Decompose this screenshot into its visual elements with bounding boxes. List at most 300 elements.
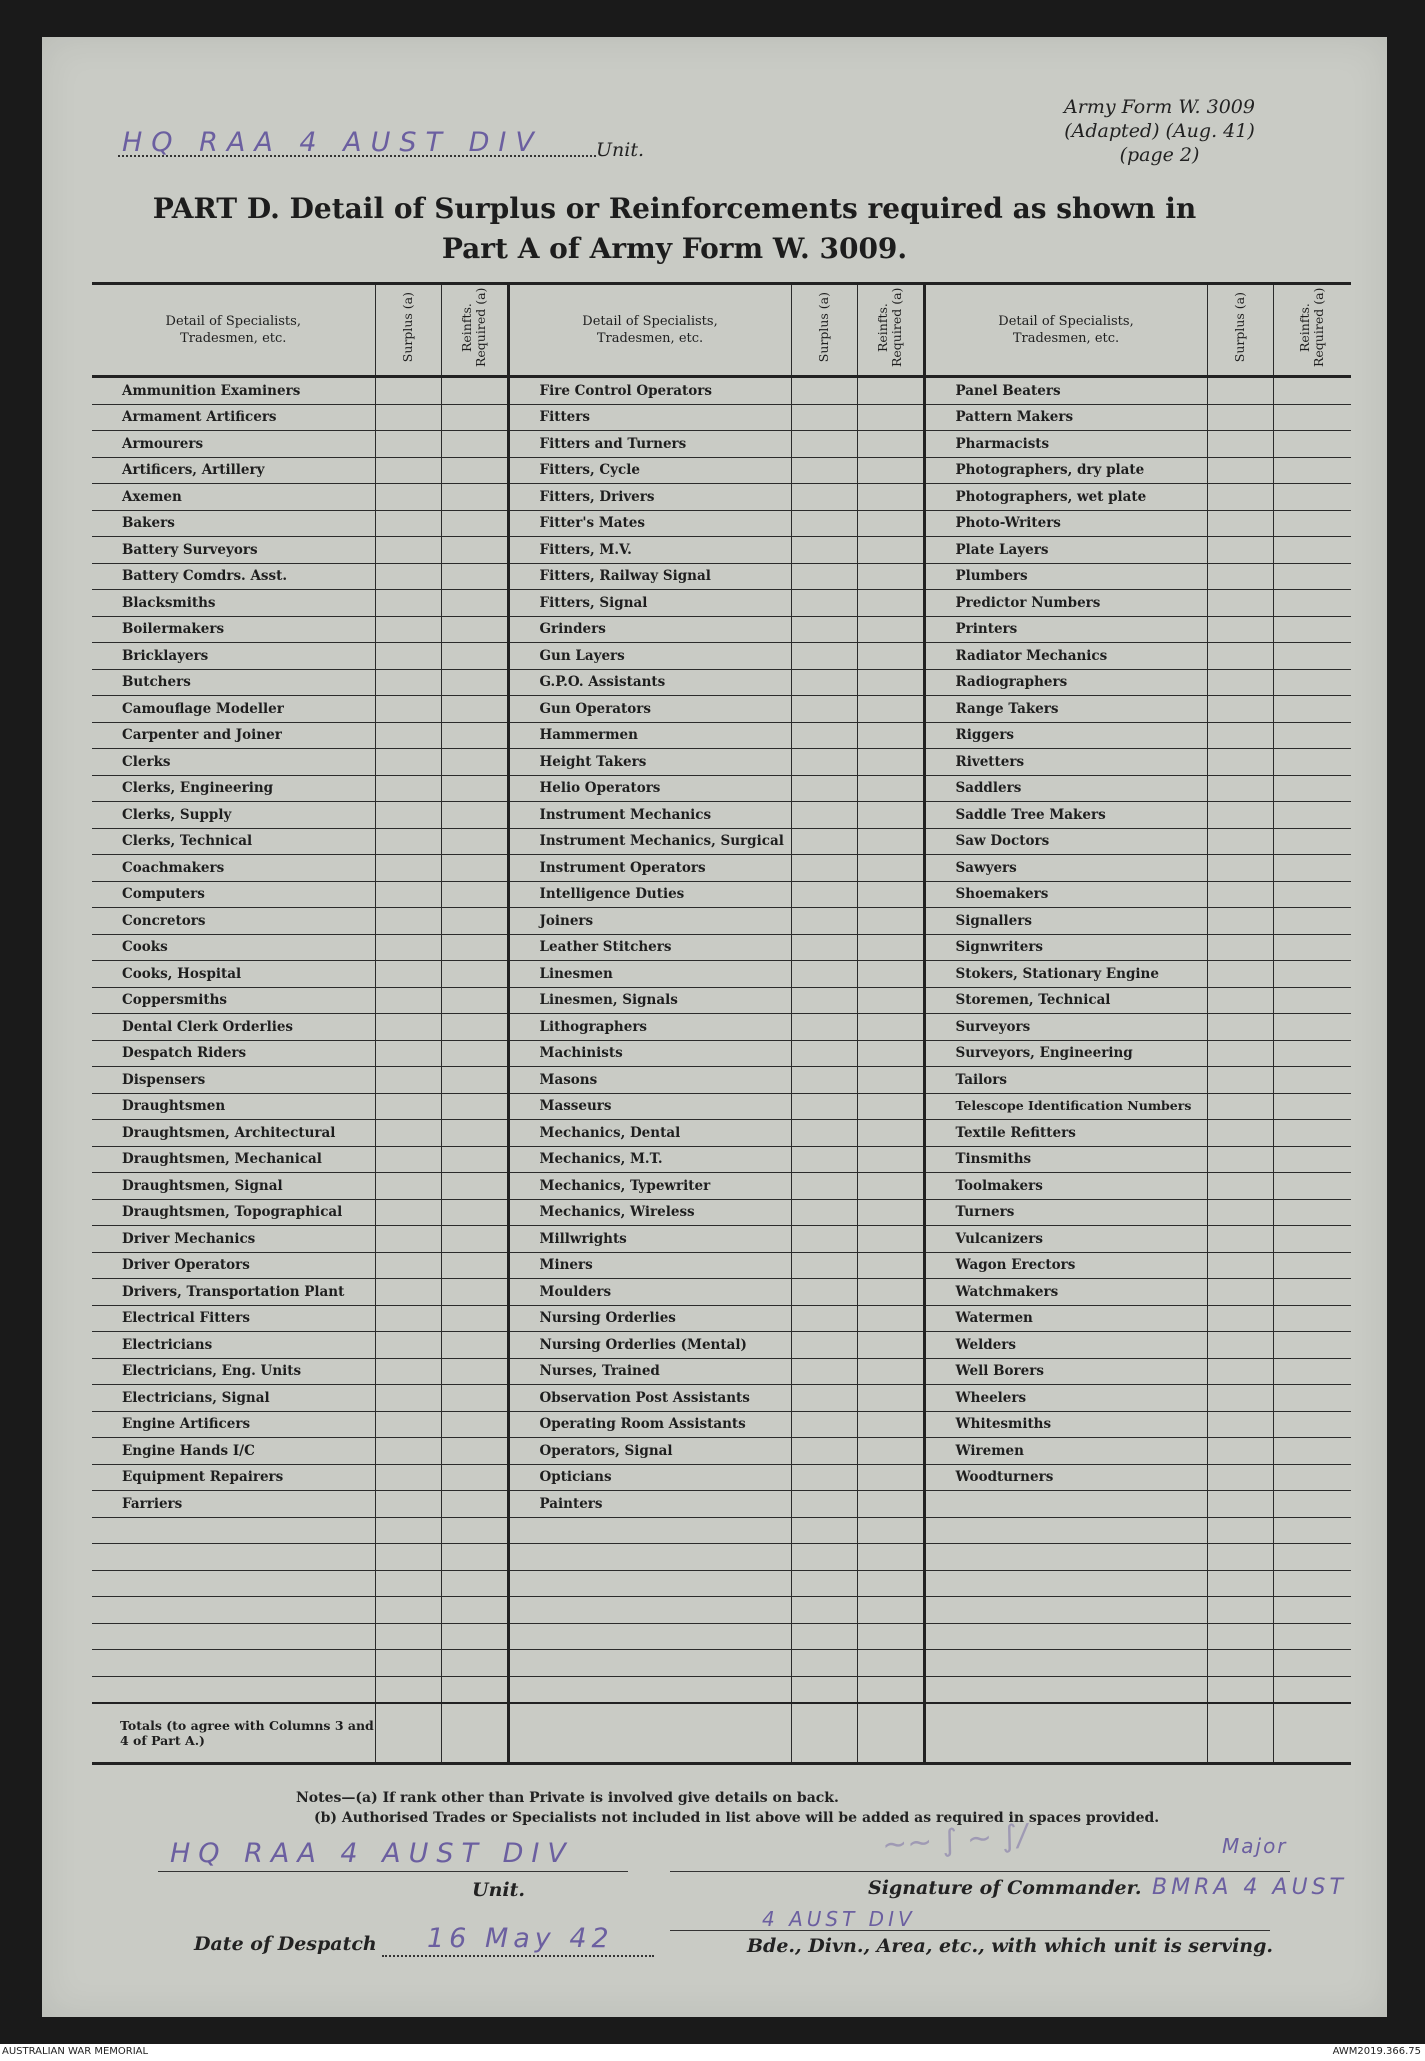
reinfts-cell[interactable]: [441, 1067, 508, 1094]
reinfts-cell[interactable]: [441, 563, 508, 590]
reinfts-cell[interactable]: [857, 669, 924, 696]
surplus-cell[interactable]: [791, 749, 857, 776]
surplus-cell[interactable]: [1207, 1120, 1273, 1147]
reinfts-cell[interactable]: [1273, 377, 1351, 405]
surplus-cell[interactable]: [791, 616, 857, 643]
surplus-cell[interactable]: [375, 775, 441, 802]
surplus-cell[interactable]: [791, 722, 857, 749]
reinfts-cell[interactable]: [441, 908, 508, 935]
surplus-cell[interactable]: [1207, 1358, 1273, 1385]
surplus-cell[interactable]: [375, 590, 441, 617]
reinfts-cell[interactable]: [857, 1279, 924, 1306]
reinfts-cell[interactable]: [1273, 590, 1351, 617]
reinfts-cell[interactable]: [441, 1014, 508, 1041]
reinfts-cell[interactable]: [441, 1120, 508, 1147]
reinfts-cell[interactable]: [441, 1093, 508, 1120]
surplus-cell[interactable]: [791, 802, 857, 829]
surplus-cell[interactable]: [375, 669, 441, 696]
reinfts-cell[interactable]: [1273, 1597, 1351, 1624]
reinfts-cell[interactable]: [857, 881, 924, 908]
reinfts-cell[interactable]: [857, 563, 924, 590]
surplus-cell[interactable]: [375, 643, 441, 670]
surplus-cell[interactable]: [791, 1438, 857, 1465]
surplus-cell[interactable]: [791, 1014, 857, 1041]
surplus-cell[interactable]: [791, 1279, 857, 1306]
reinfts-cell[interactable]: [857, 961, 924, 988]
surplus-cell[interactable]: [791, 643, 857, 670]
reinfts-cell[interactable]: [1273, 1570, 1351, 1597]
reinfts-cell[interactable]: [1273, 1305, 1351, 1332]
surplus-cell[interactable]: [1207, 1226, 1273, 1253]
reinfts-cell[interactable]: [857, 1173, 924, 1200]
surplus-cell[interactable]: [791, 1305, 857, 1332]
reinfts-cell[interactable]: [1273, 1411, 1351, 1438]
surplus-cell[interactable]: [791, 537, 857, 564]
reinfts-cell[interactable]: [441, 377, 508, 405]
surplus-cell[interactable]: [1207, 934, 1273, 961]
surplus-cell[interactable]: [375, 1385, 441, 1412]
surplus-cell[interactable]: [791, 908, 857, 935]
reinfts-cell[interactable]: [441, 775, 508, 802]
surplus-cell[interactable]: [1207, 722, 1273, 749]
reinfts-cell[interactable]: [857, 934, 924, 961]
reinfts-cell[interactable]: [857, 1014, 924, 1041]
reinfts-cell[interactable]: [441, 1279, 508, 1306]
surplus-cell[interactable]: [1207, 961, 1273, 988]
reinfts-cell[interactable]: [1273, 987, 1351, 1014]
surplus-cell[interactable]: [375, 1517, 441, 1544]
surplus-cell[interactable]: [1207, 1146, 1273, 1173]
surplus-cell[interactable]: [791, 510, 857, 537]
surplus-cell[interactable]: [791, 457, 857, 484]
surplus-cell[interactable]: [1207, 749, 1273, 776]
surplus-cell[interactable]: [375, 1358, 441, 1385]
surplus-cell[interactable]: [791, 404, 857, 431]
surplus-cell[interactable]: [375, 1146, 441, 1173]
surplus-cell[interactable]: [1207, 1491, 1273, 1518]
reinfts-cell[interactable]: [1273, 1650, 1351, 1677]
totals-cell[interactable]: [441, 1703, 508, 1764]
reinfts-cell[interactable]: [441, 722, 508, 749]
surplus-cell[interactable]: [1207, 881, 1273, 908]
surplus-cell[interactable]: [1207, 1067, 1273, 1094]
surplus-cell[interactable]: [375, 563, 441, 590]
reinfts-cell[interactable]: [1273, 1173, 1351, 1200]
surplus-cell[interactable]: [1207, 616, 1273, 643]
reinfts-cell[interactable]: [857, 510, 924, 537]
reinfts-cell[interactable]: [1273, 1120, 1351, 1147]
reinfts-cell[interactable]: [441, 1491, 508, 1518]
reinfts-cell[interactable]: [1273, 934, 1351, 961]
totals-cell[interactable]: [1273, 1703, 1351, 1764]
reinfts-cell[interactable]: [1273, 1517, 1351, 1544]
surplus-cell[interactable]: [375, 1040, 441, 1067]
surplus-cell[interactable]: [791, 1544, 857, 1571]
reinfts-cell[interactable]: [857, 1199, 924, 1226]
reinfts-cell[interactable]: [441, 537, 508, 564]
reinfts-cell[interactable]: [1273, 1332, 1351, 1359]
reinfts-cell[interactable]: [1273, 1544, 1351, 1571]
surplus-cell[interactable]: [791, 1199, 857, 1226]
reinfts-cell[interactable]: [857, 1146, 924, 1173]
surplus-cell[interactable]: [375, 1120, 441, 1147]
reinfts-cell[interactable]: [441, 1517, 508, 1544]
reinfts-cell[interactable]: [1273, 908, 1351, 935]
reinfts-cell[interactable]: [857, 1120, 924, 1147]
reinfts-cell[interactable]: [1273, 1279, 1351, 1306]
reinfts-cell[interactable]: [441, 457, 508, 484]
surplus-cell[interactable]: [1207, 1676, 1273, 1703]
reinfts-cell[interactable]: [857, 1385, 924, 1412]
reinfts-cell[interactable]: [1273, 484, 1351, 511]
surplus-cell[interactable]: [1207, 431, 1273, 458]
surplus-cell[interactable]: [791, 1650, 857, 1677]
surplus-cell[interactable]: [375, 1544, 441, 1571]
surplus-cell[interactable]: [375, 1173, 441, 1200]
reinfts-cell[interactable]: [441, 1623, 508, 1650]
reinfts-cell[interactable]: [1273, 616, 1351, 643]
reinfts-cell[interactable]: [857, 1464, 924, 1491]
reinfts-cell[interactable]: [857, 537, 924, 564]
surplus-cell[interactable]: [1207, 775, 1273, 802]
reinfts-cell[interactable]: [857, 722, 924, 749]
surplus-cell[interactable]: [791, 855, 857, 882]
surplus-cell[interactable]: [375, 987, 441, 1014]
reinfts-cell[interactable]: [441, 1438, 508, 1465]
surplus-cell[interactable]: [791, 1358, 857, 1385]
reinfts-cell[interactable]: [441, 749, 508, 776]
reinfts-cell[interactable]: [1273, 1358, 1351, 1385]
surplus-cell[interactable]: [375, 722, 441, 749]
surplus-cell[interactable]: [375, 1226, 441, 1253]
surplus-cell[interactable]: [791, 1597, 857, 1624]
surplus-cell[interactable]: [791, 1226, 857, 1253]
reinfts-cell[interactable]: [1273, 1014, 1351, 1041]
surplus-cell[interactable]: [1207, 1252, 1273, 1279]
reinfts-cell[interactable]: [441, 431, 508, 458]
surplus-cell[interactable]: [375, 1067, 441, 1094]
reinfts-cell[interactable]: [857, 696, 924, 723]
surplus-cell[interactable]: [791, 1332, 857, 1359]
reinfts-cell[interactable]: [1273, 1438, 1351, 1465]
reinfts-cell[interactable]: [441, 855, 508, 882]
reinfts-cell[interactable]: [857, 802, 924, 829]
reinfts-cell[interactable]: [1273, 775, 1351, 802]
reinfts-cell[interactable]: [1273, 457, 1351, 484]
totals-cell[interactable]: [508, 1703, 791, 1764]
surplus-cell[interactable]: [1207, 590, 1273, 617]
surplus-cell[interactable]: [791, 431, 857, 458]
reinfts-cell[interactable]: [441, 1226, 508, 1253]
reinfts-cell[interactable]: [857, 1597, 924, 1624]
reinfts-cell[interactable]: [1273, 404, 1351, 431]
surplus-cell[interactable]: [375, 1305, 441, 1332]
reinfts-cell[interactable]: [857, 1650, 924, 1677]
surplus-cell[interactable]: [375, 457, 441, 484]
reinfts-cell[interactable]: [1273, 510, 1351, 537]
surplus-cell[interactable]: [1207, 1093, 1273, 1120]
reinfts-cell[interactable]: [441, 1146, 508, 1173]
surplus-cell[interactable]: [375, 431, 441, 458]
reinfts-cell[interactable]: [1273, 1199, 1351, 1226]
reinfts-cell[interactable]: [857, 643, 924, 670]
surplus-cell[interactable]: [791, 1385, 857, 1412]
reinfts-cell[interactable]: [1273, 696, 1351, 723]
surplus-cell[interactable]: [1207, 669, 1273, 696]
reinfts-cell[interactable]: [441, 696, 508, 723]
surplus-cell[interactable]: [791, 1491, 857, 1518]
reinfts-cell[interactable]: [441, 961, 508, 988]
reinfts-cell[interactable]: [441, 510, 508, 537]
surplus-cell[interactable]: [791, 1040, 857, 1067]
surplus-cell[interactable]: [791, 1173, 857, 1200]
surplus-cell[interactable]: [791, 1517, 857, 1544]
reinfts-cell[interactable]: [1273, 1491, 1351, 1518]
surplus-cell[interactable]: [375, 1093, 441, 1120]
reinfts-cell[interactable]: [441, 1358, 508, 1385]
surplus-cell[interactable]: [375, 934, 441, 961]
reinfts-cell[interactable]: [441, 1040, 508, 1067]
surplus-cell[interactable]: [791, 1570, 857, 1597]
reinfts-cell[interactable]: [857, 775, 924, 802]
reinfts-cell[interactable]: [1273, 749, 1351, 776]
surplus-cell[interactable]: [1207, 802, 1273, 829]
surplus-cell[interactable]: [375, 510, 441, 537]
reinfts-cell[interactable]: [857, 1570, 924, 1597]
reinfts-cell[interactable]: [1273, 537, 1351, 564]
surplus-cell[interactable]: [791, 377, 857, 405]
reinfts-cell[interactable]: [857, 377, 924, 405]
surplus-cell[interactable]: [1207, 643, 1273, 670]
surplus-cell[interactable]: [375, 1438, 441, 1465]
reinfts-cell[interactable]: [441, 404, 508, 431]
reinfts-cell[interactable]: [1273, 431, 1351, 458]
surplus-cell[interactable]: [375, 1199, 441, 1226]
surplus-cell[interactable]: [375, 1252, 441, 1279]
surplus-cell[interactable]: [375, 881, 441, 908]
reinfts-cell[interactable]: [1273, 961, 1351, 988]
surplus-cell[interactable]: [1207, 563, 1273, 590]
surplus-cell[interactable]: [1207, 1623, 1273, 1650]
surplus-cell[interactable]: [375, 1623, 441, 1650]
reinfts-cell[interactable]: [1273, 802, 1351, 829]
reinfts-cell[interactable]: [1273, 643, 1351, 670]
surplus-cell[interactable]: [791, 1252, 857, 1279]
surplus-cell[interactable]: [1207, 1411, 1273, 1438]
surplus-cell[interactable]: [1207, 1040, 1273, 1067]
reinfts-cell[interactable]: [1273, 1040, 1351, 1067]
surplus-cell[interactable]: [375, 1014, 441, 1041]
surplus-cell[interactable]: [1207, 908, 1273, 935]
reinfts-cell[interactable]: [1273, 1226, 1351, 1253]
surplus-cell[interactable]: [791, 1411, 857, 1438]
surplus-cell[interactable]: [1207, 1173, 1273, 1200]
reinfts-cell[interactable]: [857, 1438, 924, 1465]
reinfts-cell[interactable]: [857, 616, 924, 643]
reinfts-cell[interactable]: [857, 1411, 924, 1438]
reinfts-cell[interactable]: [857, 855, 924, 882]
reinfts-cell[interactable]: [857, 1623, 924, 1650]
surplus-cell[interactable]: [791, 669, 857, 696]
reinfts-cell[interactable]: [857, 908, 924, 935]
reinfts-cell[interactable]: [441, 828, 508, 855]
surplus-cell[interactable]: [791, 1464, 857, 1491]
reinfts-cell[interactable]: [857, 404, 924, 431]
surplus-cell[interactable]: [791, 1093, 857, 1120]
surplus-cell[interactable]: [1207, 1014, 1273, 1041]
reinfts-cell[interactable]: [857, 828, 924, 855]
reinfts-cell[interactable]: [1273, 828, 1351, 855]
reinfts-cell[interactable]: [441, 1464, 508, 1491]
surplus-cell[interactable]: [791, 1146, 857, 1173]
surplus-cell[interactable]: [1207, 1544, 1273, 1571]
surplus-cell[interactable]: [375, 1411, 441, 1438]
surplus-cell[interactable]: [1207, 1305, 1273, 1332]
surplus-cell[interactable]: [1207, 828, 1273, 855]
surplus-cell[interactable]: [375, 404, 441, 431]
surplus-cell[interactable]: [375, 855, 441, 882]
surplus-cell[interactable]: [791, 1120, 857, 1147]
surplus-cell[interactable]: [375, 1570, 441, 1597]
reinfts-cell[interactable]: [441, 802, 508, 829]
reinfts-cell[interactable]: [441, 1385, 508, 1412]
surplus-cell[interactable]: [375, 537, 441, 564]
surplus-cell[interactable]: [1207, 404, 1273, 431]
surplus-cell[interactable]: [375, 616, 441, 643]
surplus-cell[interactable]: [375, 908, 441, 935]
surplus-cell[interactable]: [791, 1623, 857, 1650]
reinfts-cell[interactable]: [857, 484, 924, 511]
reinfts-cell[interactable]: [857, 590, 924, 617]
surplus-cell[interactable]: [375, 1597, 441, 1624]
surplus-cell[interactable]: [375, 1279, 441, 1306]
surplus-cell[interactable]: [1207, 1279, 1273, 1306]
surplus-cell[interactable]: [791, 1067, 857, 1094]
reinfts-cell[interactable]: [857, 1517, 924, 1544]
reinfts-cell[interactable]: [441, 1305, 508, 1332]
reinfts-cell[interactable]: [441, 1252, 508, 1279]
reinfts-cell[interactable]: [441, 669, 508, 696]
surplus-cell[interactable]: [791, 563, 857, 590]
surplus-cell[interactable]: [1207, 1385, 1273, 1412]
surplus-cell[interactable]: [1207, 987, 1273, 1014]
surplus-cell[interactable]: [791, 881, 857, 908]
surplus-cell[interactable]: [375, 828, 441, 855]
reinfts-cell[interactable]: [1273, 722, 1351, 749]
surplus-cell[interactable]: [375, 377, 441, 405]
reinfts-cell[interactable]: [857, 1093, 924, 1120]
surplus-cell[interactable]: [791, 1676, 857, 1703]
reinfts-cell[interactable]: [1273, 1464, 1351, 1491]
reinfts-cell[interactable]: [441, 590, 508, 617]
surplus-cell[interactable]: [375, 484, 441, 511]
reinfts-cell[interactable]: [1273, 1093, 1351, 1120]
surplus-cell[interactable]: [375, 1676, 441, 1703]
surplus-cell[interactable]: [791, 961, 857, 988]
surplus-cell[interactable]: [791, 828, 857, 855]
surplus-cell[interactable]: [375, 749, 441, 776]
surplus-cell[interactable]: [1207, 1650, 1273, 1677]
surplus-cell[interactable]: [1207, 1438, 1273, 1465]
totals-cell[interactable]: [924, 1703, 1207, 1764]
reinfts-cell[interactable]: [857, 1305, 924, 1332]
reinfts-cell[interactable]: [441, 1570, 508, 1597]
reinfts-cell[interactable]: [441, 1199, 508, 1226]
reinfts-cell[interactable]: [857, 987, 924, 1014]
reinfts-cell[interactable]: [857, 1676, 924, 1703]
surplus-cell[interactable]: [1207, 1597, 1273, 1624]
surplus-cell[interactable]: [1207, 855, 1273, 882]
surplus-cell[interactable]: [1207, 457, 1273, 484]
reinfts-cell[interactable]: [441, 1676, 508, 1703]
reinfts-cell[interactable]: [857, 1358, 924, 1385]
reinfts-cell[interactable]: [441, 484, 508, 511]
surplus-cell[interactable]: [1207, 1464, 1273, 1491]
surplus-cell[interactable]: [791, 484, 857, 511]
reinfts-cell[interactable]: [857, 457, 924, 484]
reinfts-cell[interactable]: [441, 987, 508, 1014]
reinfts-cell[interactable]: [857, 1067, 924, 1094]
reinfts-cell[interactable]: [441, 1597, 508, 1624]
surplus-cell[interactable]: [1207, 510, 1273, 537]
surplus-cell[interactable]: [791, 590, 857, 617]
totals-cell[interactable]: [375, 1703, 441, 1764]
surplus-cell[interactable]: [375, 1650, 441, 1677]
reinfts-cell[interactable]: [441, 616, 508, 643]
reinfts-cell[interactable]: [441, 934, 508, 961]
reinfts-cell[interactable]: [1273, 881, 1351, 908]
reinfts-cell[interactable]: [1273, 669, 1351, 696]
surplus-cell[interactable]: [1207, 537, 1273, 564]
reinfts-cell[interactable]: [1273, 855, 1351, 882]
reinfts-cell[interactable]: [857, 1332, 924, 1359]
surplus-cell[interactable]: [1207, 696, 1273, 723]
surplus-cell[interactable]: [791, 987, 857, 1014]
reinfts-cell[interactable]: [441, 1332, 508, 1359]
surplus-cell[interactable]: [1207, 484, 1273, 511]
reinfts-cell[interactable]: [1273, 1146, 1351, 1173]
reinfts-cell[interactable]: [1273, 1676, 1351, 1703]
surplus-cell[interactable]: [375, 1464, 441, 1491]
reinfts-cell[interactable]: [1273, 1623, 1351, 1650]
reinfts-cell[interactable]: [441, 1544, 508, 1571]
reinfts-cell[interactable]: [441, 881, 508, 908]
totals-cell[interactable]: [791, 1703, 857, 1764]
reinfts-cell[interactable]: [857, 431, 924, 458]
reinfts-cell[interactable]: [1273, 1252, 1351, 1279]
reinfts-cell[interactable]: [857, 1544, 924, 1571]
reinfts-cell[interactable]: [857, 1226, 924, 1253]
surplus-cell[interactable]: [1207, 1570, 1273, 1597]
surplus-cell[interactable]: [1207, 377, 1273, 405]
reinfts-cell[interactable]: [857, 749, 924, 776]
surplus-cell[interactable]: [375, 961, 441, 988]
reinfts-cell[interactable]: [441, 1173, 508, 1200]
surplus-cell[interactable]: [1207, 1517, 1273, 1544]
reinfts-cell[interactable]: [857, 1252, 924, 1279]
surplus-cell[interactable]: [791, 696, 857, 723]
reinfts-cell[interactable]: [441, 1650, 508, 1677]
reinfts-cell[interactable]: [857, 1040, 924, 1067]
totals-cell[interactable]: [857, 1703, 924, 1764]
surplus-cell[interactable]: [791, 934, 857, 961]
surplus-cell[interactable]: [1207, 1199, 1273, 1226]
surplus-cell[interactable]: [375, 1491, 441, 1518]
reinfts-cell[interactable]: [1273, 1067, 1351, 1094]
surplus-cell[interactable]: [375, 802, 441, 829]
surplus-cell[interactable]: [375, 1332, 441, 1359]
reinfts-cell[interactable]: [1273, 563, 1351, 590]
